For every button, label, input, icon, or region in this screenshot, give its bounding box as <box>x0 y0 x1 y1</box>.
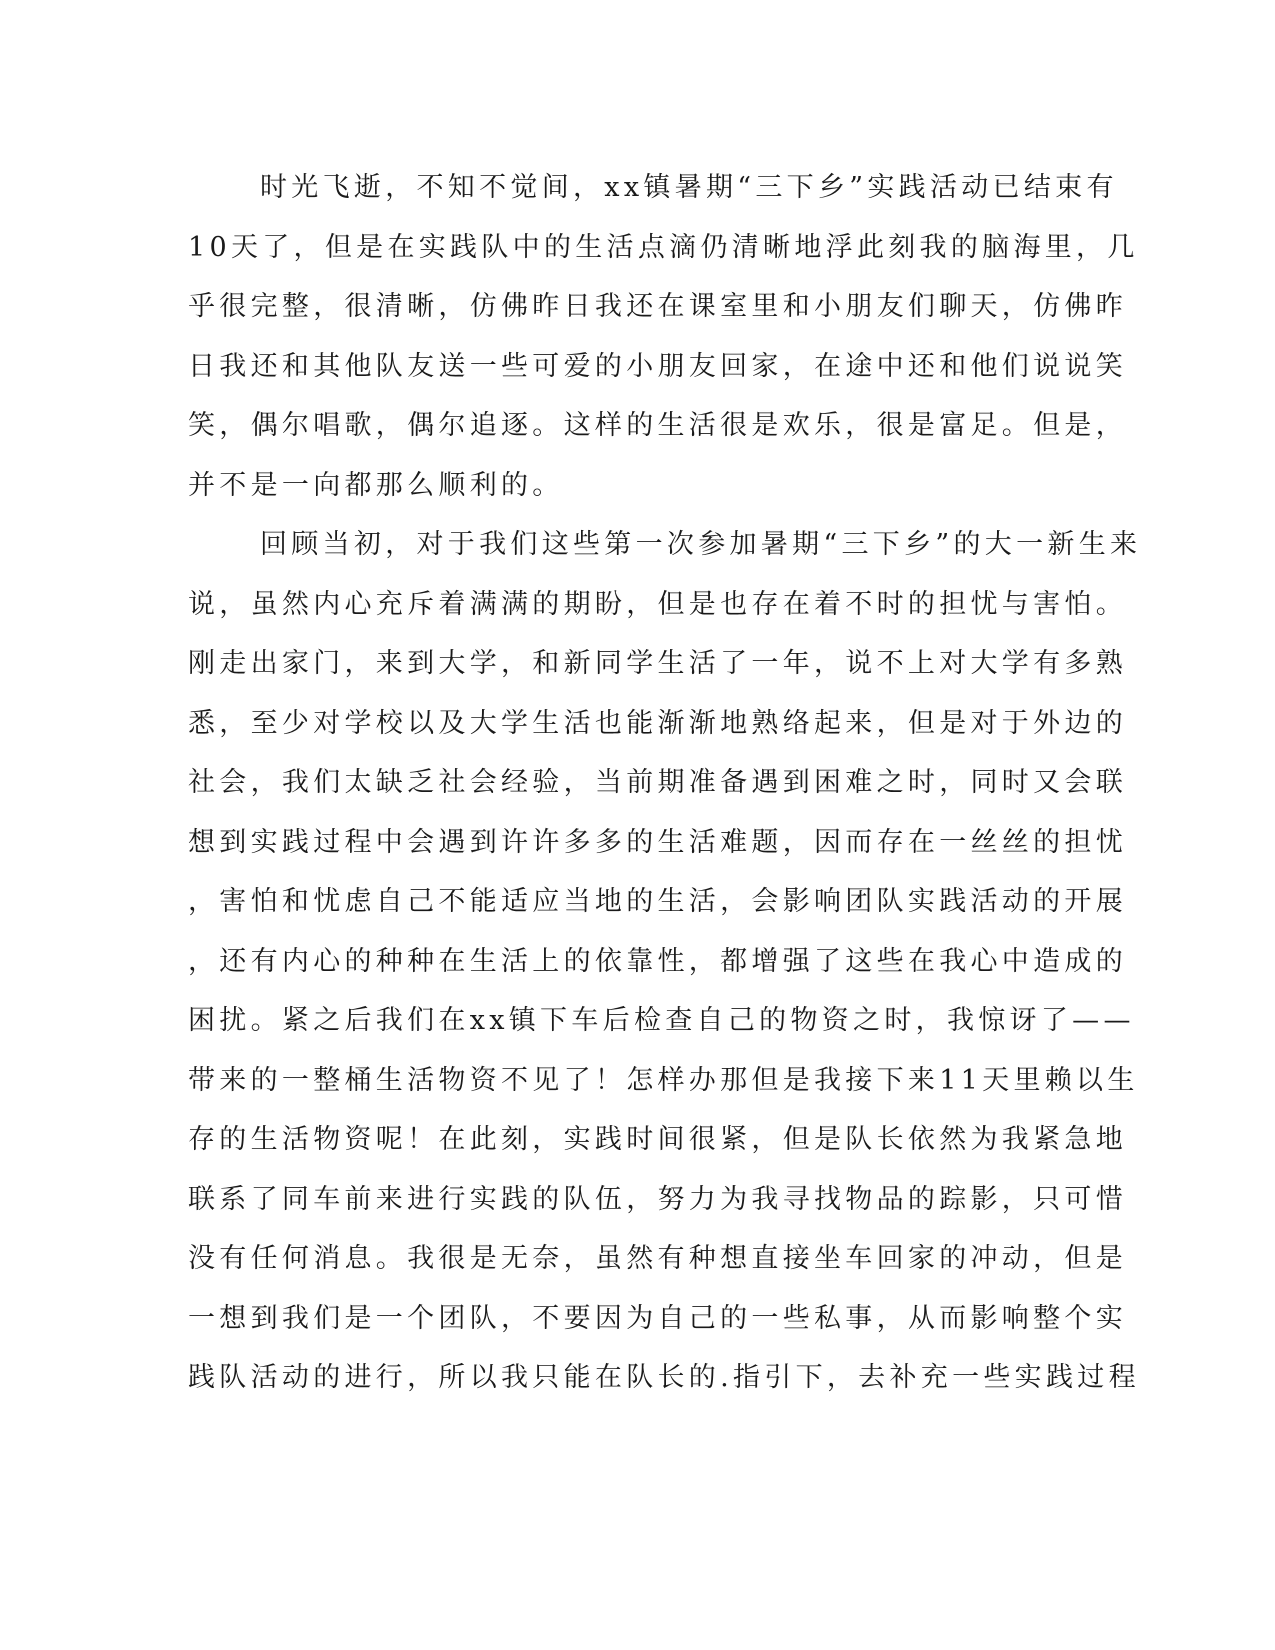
text-line: 想到实践过程中会遇到许许多多的生活难题，因而存在一丝丝的担忧 <box>188 826 1127 858</box>
text-line: 回顾当初，对于我们这些第一次参加暑期“三下乡”的大一新生来 <box>260 529 1142 560</box>
text-line: 并不是一向都那么顺利的。 <box>188 469 564 501</box>
text-line: 困扰。紧之后我们在xx镇下车后检查自己的物资之时，我惊讶了—— <box>188 1005 1135 1036</box>
text-line: 没有任何消息。我很是无奈，虽然有种想直接坐车回家的冲动，但是 <box>188 1243 1127 1274</box>
document-body <box>188 158 1142 1408</box>
text-line: 乎很完整，很清晰，仿佛昨日我还在课室里和小朋友们聊天，仿佛昨 <box>188 291 1127 322</box>
text-line: 时光飞逝，不知不觉间，xx镇暑期“三下乡”实践活动已结束有 <box>260 172 1118 203</box>
text-line: ，还有内心的种种在生活上的依靠性，都增强了这些在我心中造成的 <box>188 945 1127 977</box>
text-line: 带来的一整桶生活物资不见了！怎样办那但是我接下来11天里赖以生 <box>188 1064 1139 1096</box>
text-line: 一想到我们是一个团队，不要因为自己的一些私事，从而影响整个实 <box>188 1302 1127 1334</box>
paragraph-2 <box>188 515 1142 1408</box>
text-line: 存的生活物资呢！在此刻，实践时间很紧，但是队长依然为我紧急地 <box>188 1124 1127 1155</box>
text-line: 10天了，但是在实践队中的生活点滴仍清晰地浮此刻我的脑海里，几 <box>188 231 1139 263</box>
text-line: 日我还和其他队友送一些可爱的小朋友回家，在途中还和他们说说笑 <box>188 350 1127 382</box>
text-line: 悉，至少对学校以及大学生活也能渐渐地熟络起来，但是对于外边的 <box>188 707 1127 739</box>
text-line: 刚走出家门，来到大学，和新同学生活了一年，说不上对大学有多熟 <box>188 648 1127 679</box>
text-line: 联系了同车前来进行实践的队伍，努力为我寻找物品的踪影，只可惜 <box>188 1183 1127 1215</box>
text-line: 笑，偶尔唱歌，偶尔追逐。这样的生活很是欢乐，很是富足。但是， <box>188 410 1127 441</box>
text-line: 社会，我们太缺乏社会经验，当前期准备遇到困难之时，同时又会联 <box>188 767 1127 798</box>
text-line: 践队活动的进行，所以我只能在队长的.指引下，去补充一些实践过程 <box>188 1362 1140 1393</box>
text-line: ，害怕和忧虑自己不能适应当地的生活，会影响团队实践活动的开展 <box>188 886 1127 917</box>
paragraph-1 <box>188 158 1139 515</box>
text-line: 说，虽然内心充斥着满满的期盼，但是也存在着不时的担忧与害怕。 <box>188 588 1127 620</box>
